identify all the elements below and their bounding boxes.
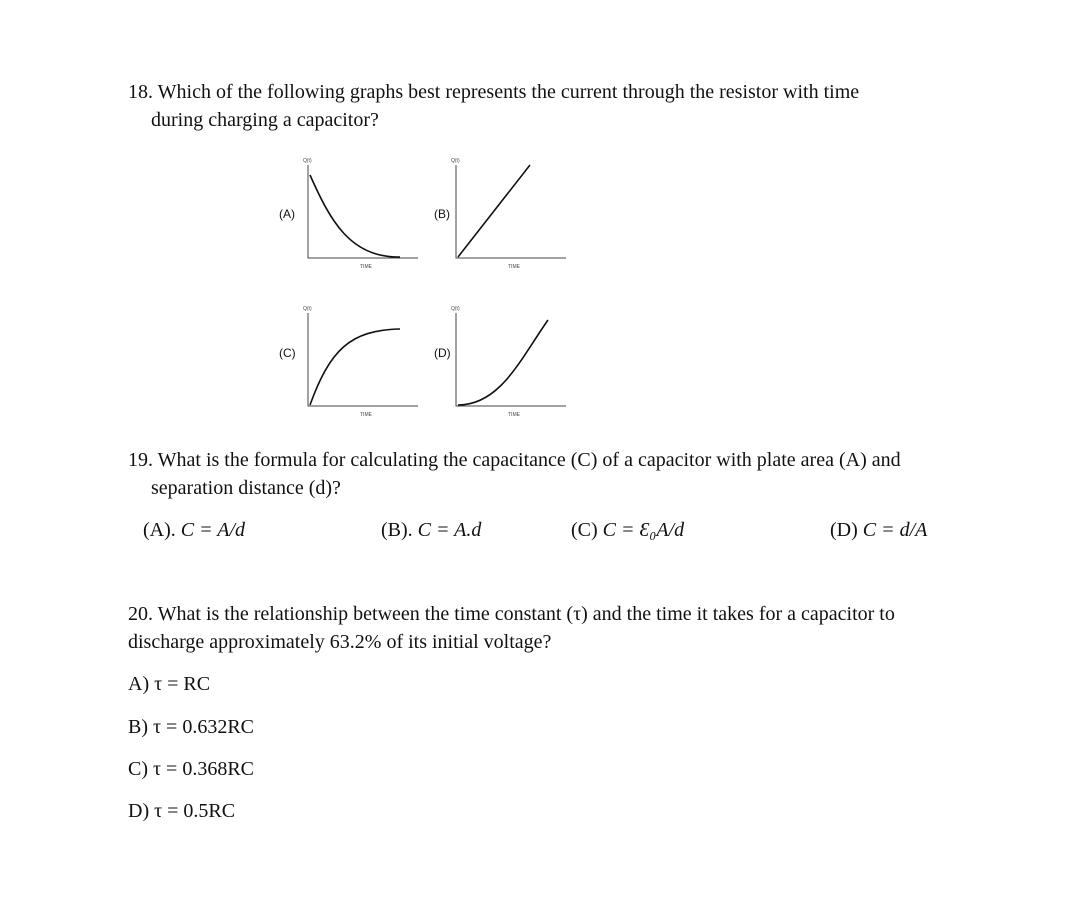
graph-a-axes (308, 165, 418, 258)
graph-c-axes (308, 313, 418, 406)
q20-option-c: C) τ = 0.368RC (128, 758, 254, 780)
q19-option-a-formula: C = A/d (180, 519, 246, 541)
q20-text-line2: discharge approximately 63.2% of its initial voltage? (128, 631, 552, 653)
q19-option-b (381, 516, 481, 544)
q18-text-line1: 18. Which of the following graphs best represents the current through the resistor with time (128, 81, 860, 103)
graph-d-axes (456, 313, 566, 406)
q19-option-d-formula: C = d/A (862, 519, 928, 541)
q20-option-d: D) τ = 0.5RC (128, 800, 236, 822)
graph-d-label: (D) (434, 346, 451, 360)
q19-option-b-label: (B). (381, 519, 418, 541)
q19-option-c (571, 516, 684, 544)
q19-option-a-label: (A). (143, 519, 181, 541)
graph-a-curve (310, 175, 400, 257)
graph-a-y-axis-label: Q(t) (303, 158, 312, 164)
q19-option-c-label: (C) (571, 519, 603, 541)
graph-d-y-axis-label: Q(t) (451, 306, 460, 312)
graph-a (279, 158, 418, 270)
graph-c (279, 306, 418, 418)
graph-c-label: (C) (279, 346, 296, 360)
q19-option-a (143, 516, 245, 544)
q20-option-b: B) τ = 0.632RC (128, 716, 254, 738)
graph-c-x-axis-label: TIME (360, 412, 372, 418)
graph-c-y-axis-label: Q(t) (303, 306, 312, 312)
q19-option-b-formula: C = A.d (417, 519, 482, 541)
graph-d-curve (458, 320, 548, 405)
graph-b-x-axis-label: TIME (508, 264, 520, 270)
graph-b-y-axis-label: Q(t) (451, 158, 460, 164)
q20-option-a: A) τ = RC (128, 673, 211, 695)
graph-d-x-axis-label: TIME (508, 412, 520, 418)
graph-a-x-axis-label: TIME (360, 264, 372, 270)
q19-option-d (830, 516, 927, 544)
graph-b (434, 158, 566, 270)
graph-b-label: (B) (434, 207, 450, 221)
q19-text-line1: 19. What is the formula for calculating the capacitance (C) of a capacitor with plate area (A) and (128, 449, 901, 471)
graph-b-axes (456, 165, 566, 258)
q19-option-c-formula: C = Ɛ₀A/d (602, 519, 685, 541)
q18-graphs (270, 150, 580, 425)
q19-text-line2: separation distance (d)? (151, 477, 341, 499)
graph-a-label: (A) (279, 207, 295, 221)
graph-b-curve (458, 165, 530, 257)
q20-text-line1: 20. What is the relationship between the time constant (τ) and the time it takes for a capacitor to (128, 603, 895, 625)
q19-option-d-label: (D) (830, 519, 863, 541)
q18-text-line2: during charging a capacitor? (151, 109, 379, 131)
graph-c-curve (310, 329, 400, 405)
graph-d (434, 306, 566, 418)
